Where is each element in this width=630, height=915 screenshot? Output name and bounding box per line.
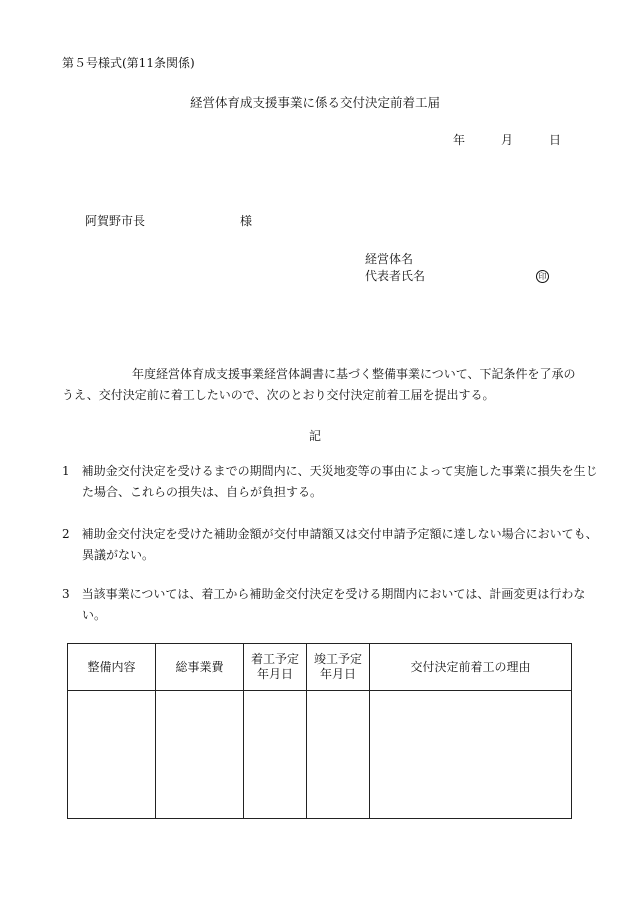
condition-text: 当該事業については、着工から補助金交付決定を受ける期間内においては、計画変更は行わない。 bbox=[81, 587, 586, 622]
cell-start-date[interactable] bbox=[244, 691, 307, 819]
org-name-label: 経営体名 bbox=[365, 252, 414, 266]
condition-number: 2 bbox=[62, 527, 70, 541]
condition-item-1 bbox=[62, 461, 602, 503]
header-text: 竣工予定 年月日 bbox=[313, 652, 362, 681]
date-month-label: 月 bbox=[501, 133, 514, 147]
condition-item-2 bbox=[62, 524, 602, 566]
col-header-reason: 交付決定前着工の理由 bbox=[370, 644, 572, 691]
col-header-content: 整備内容 bbox=[68, 644, 156, 691]
cell-total-cost[interactable] bbox=[156, 691, 244, 819]
col-header-completion-date bbox=[307, 644, 370, 691]
addressee-name: 阿賀野市長 bbox=[85, 214, 146, 228]
condition-text: 補助金交付決定を受けるまでの期間内に、天災地変等の事由によって実施した事業に損失を生じた場合、これらの損失は、自らが負担する。 bbox=[81, 464, 598, 499]
form-number: 第５号様式(第11条関係) bbox=[62, 56, 195, 70]
cell-completion-date[interactable] bbox=[307, 691, 370, 819]
representative-label: 代表者氏名 bbox=[365, 269, 426, 283]
cell-reason[interactable] bbox=[370, 691, 572, 819]
col-header-total-cost: 総事業費 bbox=[156, 644, 244, 691]
date-day-label: 日 bbox=[549, 133, 562, 147]
col-header-start-date bbox=[244, 644, 307, 691]
date-year-label: 年 bbox=[453, 133, 466, 147]
condition-number: 3 bbox=[62, 587, 70, 601]
project-table bbox=[67, 643, 572, 819]
cell-content[interactable] bbox=[68, 691, 156, 819]
intro-paragraph: 年度経営体育成支援事業経営体調書に基づく整備事業について、下記条件を了承のうえ、交付決定前に着工したいので、次のとおり交付決定前着工届を提出する。 bbox=[62, 367, 576, 402]
condition-number: 1 bbox=[62, 464, 70, 478]
table-header-row bbox=[68, 644, 572, 691]
table-row bbox=[68, 691, 572, 819]
condition-item-3 bbox=[62, 584, 602, 626]
ki-heading: 記 bbox=[308, 429, 321, 443]
header-text: 着工予定 年月日 bbox=[250, 652, 299, 681]
document-title: 経営体育成支援事業に係る交付決定前着工届 bbox=[189, 95, 440, 110]
condition-text: 補助金交付決定を受けた補助金額が交付申請額又は交付申請予定額に達しない場合においても、異議がない。 bbox=[81, 527, 598, 562]
seal-mark: 印 bbox=[536, 270, 549, 283]
addressee-honorific: 様 bbox=[240, 214, 253, 228]
